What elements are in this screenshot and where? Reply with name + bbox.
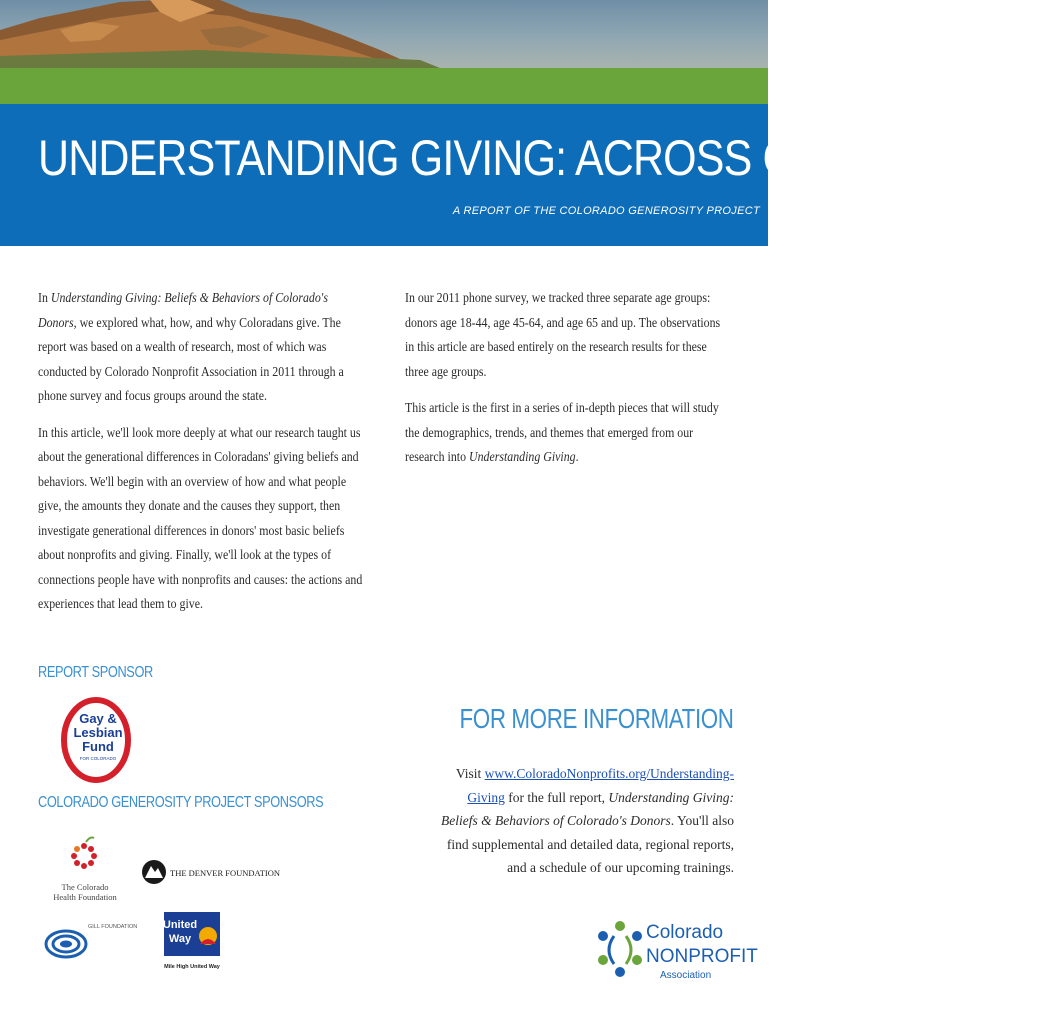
uw-line-2: Way (168, 933, 192, 945)
chf-line-2: Health Foundation (53, 892, 117, 902)
page-subtitle: A REPORT OF THE COLORADO GENEROSITY PROJECT (452, 205, 760, 217)
cgp-sponsors-heading: COLORADO GENEROSITY PROJECT SPONSORS (38, 794, 324, 811)
text-span: , we explored what, how, and why Coloradans give. The report was based on a wealth of research, most of which was conducted by Colorado Nonprofit Association in 2011 through a phone survey and focus groups around the state. (38, 314, 344, 403)
report-sponsor-heading: REPORT SPONSOR (38, 664, 153, 681)
colorado-health-foundation-logo[interactable] (52, 838, 132, 908)
report-title-italic: Understanding Giving: Beliefs & Behaviors of Colorado's Donors (38, 290, 328, 330)
understanding-giving-link[interactable]: www.ColoradoNonprofits.org/Understanding-Giving (467, 766, 734, 805)
glf-line-1: Gay & (79, 711, 117, 726)
glf-line-2: Lesbian (73, 725, 123, 740)
chf-line-1: The Colorado (61, 882, 109, 892)
text-span: . (575, 449, 579, 464)
cna-line-3: Association (660, 970, 712, 981)
denver-name: THE DENVER FOUNDATION (170, 868, 281, 878)
mountain-photo (0, 0, 768, 68)
chf-logo-graphic (52, 838, 132, 908)
glf-line-3: Fund (82, 739, 114, 754)
more-info-text (434, 762, 734, 880)
report-title-italic: Understanding Giving: Beliefs & Behaviors of Colorado's Donors (441, 789, 734, 828)
gill-logo-graphic (44, 918, 138, 964)
cna-line-2: NONPROFIT (646, 946, 758, 967)
right-paragraph-1: In our 2011 phone survey, we tracked three separate age groups: donors age 18-44, age 45-64, and age 65 and up. The observations in this article are based entirely on the research results for these three age groups. (405, 290, 721, 379)
header-photo (0, 0, 768, 68)
left-paragraph-2: In this article, we'll look more deeply at what our research taught us about the generational differences in Coloradans' giving beliefs and behaviors. We'll begin with an overview of how and what people give, the amounts they donate and the causes they support, then investigate generational differences in donors' most basic beliefs about nonprofits and giving. Finally, we'll look at the types of connections people have with nonprofits and causes: the actions and experiences that lead them to give. (38, 424, 363, 611)
gill-foundation-logo[interactable] (44, 918, 138, 964)
united-way-logo[interactable] (162, 910, 226, 972)
right-column (405, 286, 730, 482)
page-title: UNDERSTANDING GIVING: ACROSS GENERATIONS (38, 130, 1063, 186)
text-span: for the full report, (504, 789, 609, 805)
left-paragraph-1 (38, 286, 364, 409)
text-span: . You'll also find supplemental and detailed data, regional reports, and a schedule of our upcoming trainings. (446, 813, 734, 875)
report-title-italic: Understanding Giving (468, 449, 576, 464)
text-span: This article is the first in a series of in-depth pieces that will study the demographics, trends, and themes that emerged from our research into (405, 400, 719, 464)
glf-sub: FOR COLORADO (79, 756, 117, 761)
uw-sub: Mile High United Way (164, 964, 220, 970)
cna-logo-graphic (598, 912, 758, 988)
gay-lesbian-fund-logo[interactable] (58, 697, 138, 783)
denver-logo-graphic (142, 852, 281, 892)
text-span: In (38, 290, 51, 305)
glf-logo-graphic (58, 697, 138, 783)
cna-line-1: Colorado (646, 922, 724, 943)
denver-foundation-logo[interactable] (142, 852, 281, 892)
text-span: Visit (455, 766, 485, 781)
colorado-nonprofit-association-logo[interactable] (598, 912, 758, 988)
uw-logo-graphic (162, 910, 226, 972)
more-info-heading: FOR MORE INFORMATION (459, 703, 734, 734)
left-column (38, 286, 366, 629)
green-band (0, 68, 768, 104)
uw-line-1: United (162, 919, 198, 931)
right-paragraph-2 (405, 396, 731, 470)
gill-name: GILL FOUNDATION (88, 924, 138, 930)
